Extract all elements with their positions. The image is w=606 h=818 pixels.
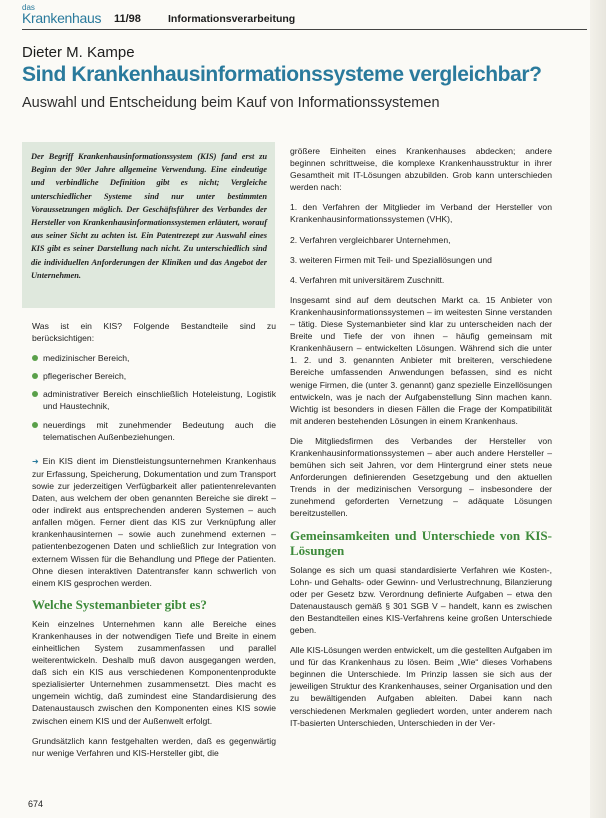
- body-paragraph: Kein einzelnes Unternehmen kann alle Bereiche eines Krankenhauses in der notwendigen Tiefe und Breite in einem einheitlichen System zusammenfassen und parallel weiterentwickeln. Deshalb muß davon ausgegangen werden, daß sich ein KIS aus verschiedenen Komponentenprodukte spezialisierter Unternehmen zusammensetzt. Dies macht es ungemein wichtig, daß zumindest eine Standardisierung des Datenaustausch zwischen den Komponenten eines KIS sowie zwischen einem KIS und der Außenwelt erfolgt.: [32, 618, 276, 726]
- article-title: Sind Krankenhausinformationssysteme vergleichbar?: [22, 63, 542, 86]
- section-name: Informationsverarbeitung: [168, 13, 296, 25]
- numbered-item: 3. weiteren Firmen mit Teil- und Speziallösungen und: [290, 254, 492, 265]
- left-column: [32, 320, 276, 767]
- right-column: [290, 145, 552, 737]
- page-number: 674: [28, 799, 44, 809]
- page-spine-shadow: [590, 0, 606, 818]
- body-paragraph: Insgesamt sind auf dem deutschen Markt ca. 15 Anbieter von Krankenhausinformationssystemen – im weitesten Sinne verstanden – tätig. Diese Systemanbieter sind klar zu unterscheiden nach der Breite und Tiefe der von ihnen – häufig gemeinsam mit Krankenhäusern – entwickelten Lösungen. Während sich die unter 1. 2. und 3. genannten Anbieter mit breiteren, verschiedene Bereiche umfassenden Anwendungen befassen, sind es nicht wenige Firmen, die (unter 3. genannt) ganz spezielle Einzellösungen entwickeln, was je nach der Aufgabenstellung Sinn machen kann. Wichtig ist besonders in diesen Fällen die Frage der Kompatibilität mit anderen bestehenden Lösungen in einem Krankenhaus.: [290, 294, 552, 426]
- list-item: medizinischer Bereich,: [32, 352, 276, 364]
- bullet-icon: [32, 355, 38, 361]
- body-paragraph: Grundsätzlich kann festgehalten werden, daß es gegenwärtig nur wenige Verfahren und KIS-Hersteller gibt, die: [32, 735, 276, 758]
- bullet-icon: [32, 422, 38, 428]
- section-heading: Gemeinsamkeiten und Unterschiede von KIS-Lösungen: [290, 527, 552, 558]
- list-item: administrativer Bereich einschließlich Hoteleistung, Logistik und Haustechnik,: [32, 388, 276, 412]
- arrow-icon: ➜: [32, 456, 39, 466]
- list-item: neuerdings mit zunehmender Bedeutung auch die telematischen Außenbeziehungen.: [32, 419, 276, 443]
- journal-logo-small: das: [22, 3, 35, 12]
- numbered-item: 2. Verfahren vergleichbarer Unternehmen,: [290, 234, 451, 245]
- abstract-box: Der Begriff Krankenhausinformationssystem (KIS) fand erst zu Beginn der 90er Jahre allgemeine Verwendung. Eine eindeutige und verbindliche Definition gibt es nicht; Vergleiche unterschiedlicher Systeme sind nur unter bestimmten Voraussetzungen möglich. Der Geschäftsführer des Verbandes der Hersteller von Krankenhausinformationssystemen erläutert, worauf aus seiner Sicht zu achten ist. Ein Patentrezept zur Auswahl eines KIS gibt es seiner Darstellung nach nicht. Zu unterschiedlich sind die individuellen Anforderungen der Kliniken und das Angebot der Unternehmen.: [22, 142, 275, 308]
- body-paragraph: Solange es sich um quasi standardisierte Verfahren wie Kosten-, Lohn- und Gehalts- oder Gewinn- und Verlustrechnung, Bilanzierung oder per Gesetz bzw. Verordnung definierte Aufgaben – etwa den Datenaustausch gemäß § 301 SGB V – handelt, kann es zwischen den Bestandteilen eines KIS-Verfahrens keine großen Unterschiede geben.: [290, 564, 552, 635]
- list-item: pflegerischer Bereich,: [32, 370, 276, 382]
- bullet-icon: [32, 391, 38, 397]
- article-author: Dieter M. Kampe: [22, 44, 135, 61]
- intro-paragraph: Was ist ein KIS? Folgende Bestandteile sind zu berücksichtigen:: [32, 321, 276, 344]
- header-rule: [22, 29, 587, 30]
- bullet-icon: [32, 373, 38, 379]
- body-paragraph: ➜ Ein KIS dient im Dienstleistungsunternehmen Krankenhaus zur Erfassung, Speicherung, Dokumentation und zum Transport sowie zur jederzeitigen Verfügbarkeit aller patientenrelevanten Daten, aus welchem der oben genannten Bereiche sie direkt – oder indirekt aus entsprechenden anderen Systemen – auch anfallen mögen. Ferner dient das KIS zur Verknüpfung aller krankenhausinternen – sowie auch zunehmend externen – patientenbezogenen Daten und schließlich zur Integration von externem Wissen für die Behandlung und Pflege der Patienten. Ohne diesen interaktiven Datentransfer kann schwerlich von einem KIS gesprochen werden.: [32, 455, 277, 588]
- body-paragraph: Die Mitgliedsfirmen des Verbandes der Hersteller von Krankenhausinformationssystemen – aber auch andere Hersteller – bemühen sich seit Jahren, vor dem Hintergrund einer stets neue Anforderungen definierenden Gesetzgebung und den aktuellen Trends in der medizinischen Versorgung – insbesondere der zunehmend geforderten Vernetzung – adäquate Lösungen bereitzustellen.: [290, 435, 552, 519]
- body-paragraph: größere Einheiten eines Krankenhauses abdecken; andere beginnen schrittweise, die komplexe Krankenhausstruktur in ihrer Gesamtheit mit IT-Lösungen abzubilden. Grob kann unterschieden werden nach:: [290, 146, 552, 193]
- issue-number: 11/98: [114, 13, 141, 25]
- numbered-item: 4. Verfahren mit universitärem Zuschnitt.: [290, 274, 445, 285]
- article-subtitle: Auswahl und Entscheidung beim Kauf von Informationssystemen: [22, 95, 440, 111]
- journal-logo: Krankenhaus: [22, 10, 102, 26]
- numbered-item: 1. den Verfahren der Mitglieder im Verband der Hersteller von Krankenhausinformationssystemen (VHK),: [290, 202, 552, 225]
- masthead: [22, 3, 587, 31]
- section-heading: Welche Systemanbieter gibt es?: [32, 596, 207, 612]
- body-paragraph: Alle KIS-Lösungen werden entwickelt, um die gestellten Aufgaben im und für das Krankenhaus zu lösen. Beim „Wie“ dieses Vorhabens beginnen die Unterschiede. Im Prinzip lassen sie sich aus der jeweiligen Struktur des Krankenhauses, seiner Organisation und den zu bewältigenden Aufgaben ableiten. Dabei kann nach verschiedenen Merkmalen gegliedert worden, unter anderem nach IT-basierten Unterschieden, Unterschieden in der Ver-: [290, 645, 552, 728]
